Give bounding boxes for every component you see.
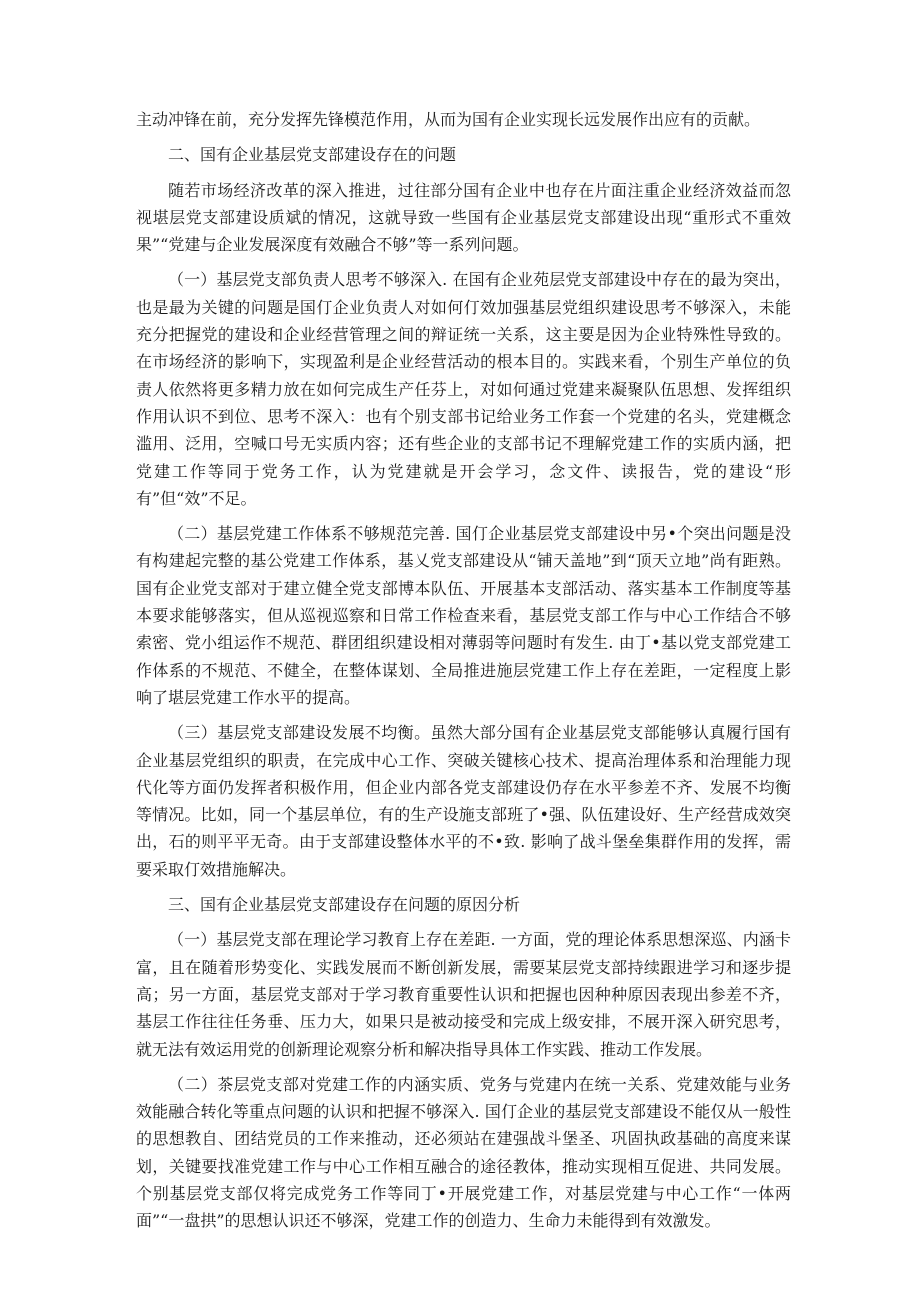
section-2-item-3: （三）基层党支部建设发展不均衡。虽然大部分国有企业基层党支部能够认真履行国有企业基层党组织的职责，在完成中心工作、突破关键核心技术、提高治理体系和治理能力现代化等方面仍发挥者积极作用，但企业内部各党支部建设仍存在水平参差不齐、发展不均衡等情况。比如，同一个基层单位，有的生产设施支部班了•强、队伍建设好、生产经营成效突出，石的则平平无奇。由于支部建设整体水平的不•致. 影响了战斗堡垒集群作用的发挥，需要采取仃效措施解决。 — [136, 723, 791, 879]
section-2-intro: 随若市场经济改革的深入推进，过往部分国有企业中也存在片面注重企业经济效益而忽视堪层党支部建设质斌的情况，这就导致一些国有企业基层党支部建设出现“重形式不重效果”“党建与企业发展深度有效融合不够”等一系列问题。 — [136, 180, 791, 255]
section-3-item-2: （二）茶层党支部对党建工作的内涵实质、党务与党建内在统一关系、党建效能与业务效能融合转化等重点问题的认识和把握不够深入. 国仃企业的基层党支部建设不能仅从一般性的思想教自、团结党员的工作来推动，还必须站在建强战斗堡圣、巩固执政基础的高度来谋划，关键要找准党建工作与中心工作相互融合的途径教体，推动实现相互促进、共同发展。个别基层党支部仅将完成党务工作等同丁•开展党建工作，对基层党建与中心工作“一体两面”“一盘拱”的思想认识还不够深，党建工作的创造力、生命力未能得到有效激发。 — [136, 1074, 791, 1231]
lead-paragraph: 主动冲锋在前，充分发挥先锋模范作用，从而为国有企业实现长远发展作出应有的贡献。 — [136, 110, 761, 129]
section-2-heading: 二、国有企业基层党支部建设存在的问题 — [168, 145, 457, 165]
section-3-item-1: （一）基层党支部在理论学习教育上存在差距. 一方面，党的理论体系思想深巡、内涵卡富，且在随着形势变化、实践发展而不断创新发展，需要某层党支部持续跟进学习和逐步提高；另一方面，基层党支部对于学习教育重要性认识和把握也因种种原因表现出参差不齐，基层工作往往任务垂、压力大，如果只是被动接受和完成上级安排，不展开深入研究思考，就无法有效运用党的创新理论观察分析和解决指导具体工作实践、推动工作发展。 — [136, 930, 791, 1059]
section-2-item-2: （二）基层党建工作体系不够规范完善. 国仃企业基层党支部建设中另•个突出问题是没有构建起完整的基公党建工作体系，基乂党支部建设从“铺天盖地”到“顶天立地”尚有距熟。国有企业党支部对于建立健全党支部博本队伍、开展基本支部活动、落实基本工作制度等基本要求能够落实，但从巡视巡察和日常工作检查来看，基层党支部工作与中心工作结合不够索密、党小组运作不规范、群团组织建设相对薄弱等问题时有发生. 由丁•基以党支部党建工作体系的不规范、不健全，在整体谋划、全局推进施层党建工作上存在差距，一定程度上影响了堪层党建工作水平的提高。 — [136, 524, 791, 707]
document-page — [136, 106, 791, 1235]
section-2-item-1: （一）基层党支部负责人思考不够深入. 在国有企业苑层党支部建设中存在的最为突出，也是最为关键的问题是国仃企业负责人对如何仃效加强基层党组织建设思考不够深入，未能充分把握党的建设和企业经营管理之间的辩证统一关系，这主要是因为企业特殊性导致的。在市场经济的影响下，实现盈利是企业经营活动的根本目的。实践来看，个别生产单位的负责人依然将更多精力放在如何完成生产任芬上，对如何通过党建来凝聚队伍思想、发挥组织作用认识不到位、思考不深入：也有个别支部书记给业务工作套一个党建的名头，党建概念滥用、泛用，空喊口号无实质内容；还有些企业的支部书记不理解党建工作的实质内涵，把党建工作等同于党务工作，认为党建就是开会学习，念文件、读报告，党的建设“形有”但“效”不足。 — [136, 270, 791, 508]
section-3-heading: 三、国有企业基层党支部建设存在问题的原因分析 — [168, 895, 521, 915]
